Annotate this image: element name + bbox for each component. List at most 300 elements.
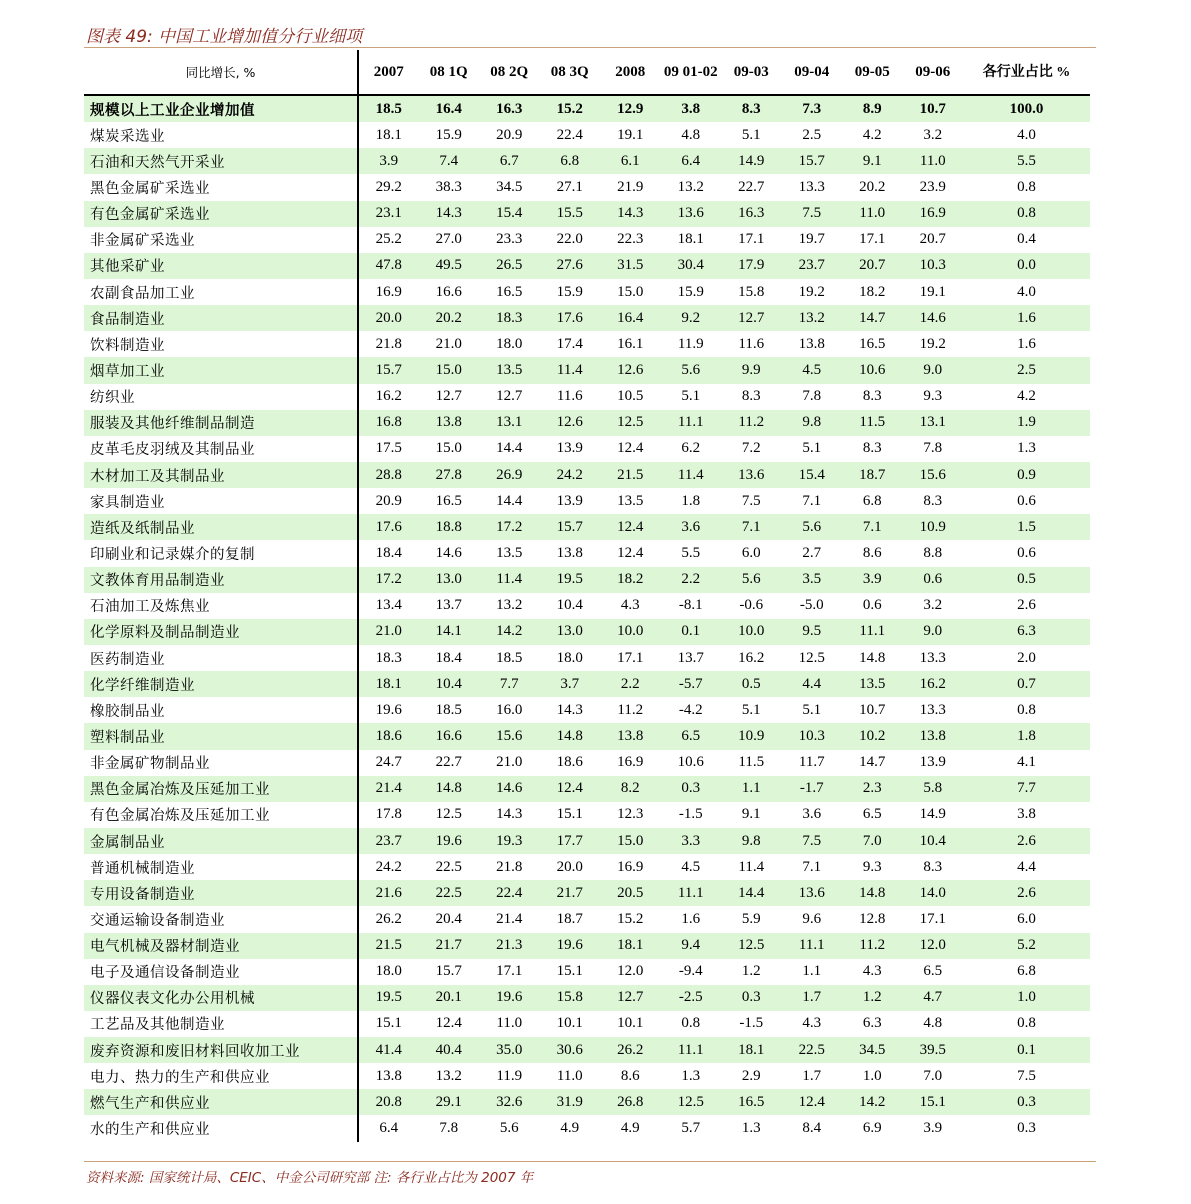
table-row: [84, 697, 1090, 723]
value-cell: 14.6: [435, 544, 462, 561]
value-cell: 5.6: [661, 357, 722, 383]
table-row: [84, 985, 1090, 1011]
table-row: [84, 462, 1090, 488]
column-header: 09-06: [903, 50, 964, 95]
value-cell: 15.6: [479, 723, 540, 749]
value-cell: 10.7: [859, 701, 886, 718]
industry-name-cell: 非金属矿物制品业: [84, 750, 358, 776]
value-cell: 9.4: [661, 933, 722, 959]
value-cell: 6.3: [963, 619, 1090, 645]
value-cell: 4.2: [862, 126, 882, 143]
column-header: 09-04: [782, 50, 843, 95]
value-cell: 7.0: [923, 1067, 943, 1084]
value-cell: 12.7: [435, 388, 462, 405]
value-cell: 16.5: [859, 335, 886, 352]
value-cell: 2.3: [842, 776, 903, 802]
value-cell: -4.2: [678, 701, 703, 718]
table-row: [84, 174, 1090, 200]
value-cell: 11.1: [842, 619, 903, 645]
value-cell: 29.2: [375, 178, 402, 195]
value-cell: 11.1: [661, 880, 722, 906]
value-cell: 15.6: [903, 462, 964, 488]
value-cell: 17.1: [919, 910, 946, 927]
value-cell: 23.9: [919, 178, 946, 195]
value-cell: 5.2: [963, 933, 1090, 959]
value-cell: 21.7: [419, 933, 480, 959]
value-cell: 9.5: [782, 619, 843, 645]
column-header: 09-05: [842, 50, 903, 95]
value-cell: 12.5: [600, 410, 661, 436]
value-cell: 21.9: [617, 178, 644, 195]
value-cell: 16.2: [738, 649, 765, 666]
industry-name-cell: 烟草加工业: [84, 357, 358, 383]
industry-name-cell: 橡胶制品业: [84, 697, 358, 723]
value-cell: 13.7: [435, 597, 462, 614]
column-header: 09 01-02: [661, 50, 722, 95]
value-cell: 16.9: [375, 283, 402, 300]
table-row: [84, 854, 1090, 880]
source-note: 资料来源: 国家统计局、CEIC、中金公司研究部 注: 各行业占比为 2007 年: [86, 1170, 534, 1186]
value-cell: 13.5: [617, 492, 644, 509]
value-cell: 15.9: [435, 126, 462, 143]
value-cell: 1.7: [782, 985, 843, 1011]
value-cell: 12.8: [859, 910, 886, 927]
value-cell: 11.0: [903, 148, 964, 174]
value-cell: 8.2: [600, 776, 661, 802]
value-cell: 8.3: [721, 95, 782, 122]
value-cell: 13.8: [419, 410, 480, 436]
value-cell: 2.6: [1017, 597, 1036, 614]
value-cell: 11.0: [496, 1015, 523, 1032]
value-cell: 16.4: [419, 95, 480, 122]
value-cell: 18.0: [556, 649, 583, 666]
table-row: [84, 305, 1090, 331]
industry-name-cell: 仪器仪表文化办公用机械: [84, 985, 358, 1011]
value-cell: 20.9: [496, 126, 523, 143]
value-cell: 6.8: [862, 492, 882, 509]
value-cell: 13.1: [479, 410, 540, 436]
value-cell: 11.6: [556, 388, 583, 405]
value-cell: 17.1: [617, 649, 644, 666]
industry-name-cell: 食品制造业: [84, 305, 358, 331]
value-cell: 1.0: [963, 985, 1090, 1011]
industry-name-cell: 电气机械及器材制造业: [84, 933, 358, 959]
value-cell: -1.5: [739, 1015, 764, 1032]
value-cell: 10.0: [721, 619, 782, 645]
value-cell: 2.5: [963, 357, 1090, 383]
value-cell: 18.0: [375, 963, 402, 980]
value-cell: 31.5: [600, 253, 661, 279]
value-cell: 1.5: [963, 514, 1090, 540]
value-cell: 10.4: [556, 597, 583, 614]
value-cell: 9.8: [782, 410, 843, 436]
value-cell: 26.2: [375, 910, 402, 927]
table-row: [84, 933, 1090, 959]
value-cell: 8.3: [923, 858, 943, 875]
table-row: [84, 645, 1090, 671]
value-cell: -1.5: [678, 806, 703, 823]
value-cell: 4.4: [1017, 858, 1036, 875]
table-row: [84, 540, 1090, 566]
value-cell: 7.8: [439, 1120, 459, 1137]
value-cell: 17.1: [496, 963, 523, 980]
value-cell: 12.7: [496, 388, 523, 405]
value-cell: 22.5: [419, 880, 480, 906]
value-cell: 12.4: [600, 514, 661, 540]
value-cell: 16.2: [375, 388, 402, 405]
value-cell: 4.9: [620, 1120, 640, 1137]
value-cell: 19.7: [798, 231, 825, 248]
value-cell: 4.3: [802, 1015, 822, 1032]
value-cell: 6.4: [379, 1120, 399, 1137]
value-cell: 5.9: [741, 910, 761, 927]
value-cell: 11.5: [738, 754, 765, 771]
value-cell: 6.5: [923, 963, 943, 980]
value-cell: 34.5: [842, 1037, 903, 1063]
value-cell: 12.5: [435, 806, 462, 823]
value-cell: 13.1: [903, 410, 964, 436]
value-cell: 12.4: [435, 1015, 462, 1032]
value-cell: 10.3: [903, 253, 964, 279]
value-cell: 17.1: [738, 231, 765, 248]
industry-name-cell: 其他采矿业: [84, 253, 358, 279]
value-cell: 12.4: [782, 1089, 843, 1115]
value-cell: 16.0: [496, 701, 523, 718]
value-cell: 15.4: [782, 462, 843, 488]
value-cell: 1.6: [681, 910, 701, 927]
value-cell: 6.0: [741, 544, 761, 561]
value-cell: 34.5: [496, 178, 523, 195]
value-cell: 18.1: [721, 1037, 782, 1063]
column-header: 09-03: [721, 50, 782, 95]
column-header: 08 2Q: [479, 50, 540, 95]
value-cell: 13.2: [435, 1067, 462, 1084]
table-row: [84, 959, 1090, 985]
value-cell: 12.5: [721, 933, 782, 959]
value-cell: 18.1: [358, 671, 419, 697]
value-cell: -8.1: [678, 597, 703, 614]
value-cell: 0.8: [1017, 178, 1036, 195]
value-cell: 0.5: [963, 567, 1090, 593]
value-cell: 30.4: [661, 253, 722, 279]
value-cell: 15.2: [540, 95, 601, 122]
column-header: 08 1Q: [419, 50, 480, 95]
value-cell: 18.3: [479, 305, 540, 331]
table-row: [84, 880, 1090, 906]
table-row: [84, 1037, 1090, 1063]
industry-name-cell: 煤炭采选业: [84, 122, 358, 148]
value-cell: 9.1: [842, 148, 903, 174]
value-cell: 20.7: [842, 253, 903, 279]
value-cell: 13.8: [600, 723, 661, 749]
value-cell: 14.8: [540, 723, 601, 749]
value-cell: 4.3: [862, 963, 882, 980]
value-cell: 0.8: [1017, 1015, 1036, 1032]
value-cell: 10.6: [677, 754, 704, 771]
value-cell: 18.5: [496, 649, 523, 666]
value-cell: 19.3: [479, 828, 540, 854]
value-cell: 26.8: [600, 1089, 661, 1115]
value-cell: 13.3: [919, 649, 946, 666]
industry-name-cell: 造纸及纸制品业: [84, 514, 358, 540]
value-cell: 3.2: [923, 597, 943, 614]
value-cell: 0.1: [963, 1037, 1090, 1063]
table-row: [84, 567, 1090, 593]
table-row: [84, 619, 1090, 645]
table-row: [84, 148, 1090, 174]
value-cell: 19.6: [479, 985, 540, 1011]
value-cell: 5.6: [721, 567, 782, 593]
value-cell: 26.2: [600, 1037, 661, 1063]
value-cell: 3.6: [802, 806, 822, 823]
value-cell: 12.5: [661, 1089, 722, 1115]
value-cell: 4.5: [681, 858, 701, 875]
table-row: [84, 776, 1090, 802]
value-cell: 22.7: [435, 754, 462, 771]
value-cell: 15.1: [375, 1015, 402, 1032]
value-cell: 1.9: [963, 410, 1090, 436]
value-cell: 5.6: [782, 514, 843, 540]
industry-name-cell: 废弃资源和废旧材料回收加工业: [84, 1037, 358, 1063]
value-cell: 15.1: [903, 1089, 964, 1115]
value-cell: 6.9: [862, 1120, 882, 1137]
table-row: [84, 436, 1090, 462]
value-cell: 5.1: [741, 126, 761, 143]
value-cell: 4.3: [620, 597, 640, 614]
value-cell: 21.7: [540, 880, 601, 906]
value-cell: 10.6: [842, 357, 903, 383]
value-cell: 1.6: [963, 305, 1090, 331]
value-cell: 18.6: [358, 723, 419, 749]
value-cell: 0.1: [661, 619, 722, 645]
value-cell: 0.6: [903, 567, 964, 593]
value-cell: 7.1: [802, 492, 822, 509]
value-cell: 21.4: [496, 910, 523, 927]
value-cell: 20.2: [419, 305, 480, 331]
value-cell: 17.9: [721, 253, 782, 279]
value-cell: 23.7: [358, 828, 419, 854]
value-cell: 27.8: [419, 462, 480, 488]
value-cell: 0.8: [1017, 701, 1036, 718]
value-cell: 2.0: [1017, 649, 1036, 666]
value-cell: 6.2: [681, 440, 701, 457]
value-cell: 16.5: [496, 283, 523, 300]
value-cell: 35.0: [479, 1037, 540, 1063]
value-cell: 17.7: [540, 828, 601, 854]
table-row: [84, 357, 1090, 383]
table-row: [84, 279, 1090, 305]
industry-name-cell: 电子及通信设备制造业: [84, 959, 358, 985]
value-cell: 6.4: [661, 148, 722, 174]
value-cell: 17.6: [358, 514, 419, 540]
table-row: [84, 122, 1090, 148]
value-cell: 16.4: [600, 305, 661, 331]
value-cell: 10.5: [617, 388, 644, 405]
industry-name-cell: 规模以上工业企业增加值: [84, 95, 358, 122]
value-cell: 4.0: [1017, 126, 1036, 143]
value-cell: 2.7: [802, 544, 822, 561]
value-cell: 1.6: [1017, 335, 1036, 352]
value-cell: 3.9: [842, 567, 903, 593]
value-cell: 14.3: [496, 806, 523, 823]
value-cell: 9.0: [903, 357, 964, 383]
industry-name-cell: 印刷业和记录媒介的复制: [84, 540, 358, 566]
value-cell: 13.6: [782, 880, 843, 906]
value-cell: 17.1: [859, 231, 886, 248]
value-cell: 4.5: [782, 357, 843, 383]
value-cell: 7.7: [479, 671, 540, 697]
value-cell: 14.6: [479, 776, 540, 802]
table-row: [84, 1063, 1090, 1089]
value-cell: 0.3: [661, 776, 722, 802]
value-cell: 1.2: [741, 963, 761, 980]
value-cell: 7.1: [802, 858, 822, 875]
value-cell: 13.9: [919, 754, 946, 771]
value-cell: 14.2: [479, 619, 540, 645]
value-cell: 15.9: [677, 283, 704, 300]
value-cell: 27.6: [540, 253, 601, 279]
industry-name-cell: 非金属矿采选业: [84, 227, 358, 253]
value-cell: 21.4: [358, 776, 419, 802]
value-cell: 8.4: [802, 1120, 822, 1137]
value-cell: 22.5: [782, 1037, 843, 1063]
table-row: [84, 514, 1090, 540]
table-row: [84, 671, 1090, 697]
value-cell: 3.7: [540, 671, 601, 697]
value-cell: 20.2: [859, 178, 886, 195]
industry-name-cell: 农副食品加工业: [84, 279, 358, 305]
value-cell: 11.7: [798, 754, 825, 771]
value-cell: 12.6: [540, 410, 601, 436]
value-cell: 11.0: [842, 201, 903, 227]
industry-name-cell: 化学纤维制造业: [84, 671, 358, 697]
industry-name-cell: 电力、热力的生产和供应业: [84, 1063, 358, 1089]
value-cell: 29.1: [419, 1089, 480, 1115]
value-cell: 3.8: [661, 95, 722, 122]
value-cell: 19.6: [540, 933, 601, 959]
value-cell: 13.2: [782, 305, 843, 331]
value-cell: 6.1: [600, 148, 661, 174]
value-cell: 20.7: [919, 231, 946, 248]
value-cell: 0.5: [721, 671, 782, 697]
industry-name-cell: 工艺品及其他制造业: [84, 1011, 358, 1037]
value-cell: 8.6: [620, 1067, 640, 1084]
value-cell: 10.9: [903, 514, 964, 540]
value-cell: 18.1: [600, 933, 661, 959]
value-cell: 1.2: [842, 985, 903, 1011]
value-cell: 5.1: [741, 701, 761, 718]
value-cell: 0.8: [681, 1015, 701, 1032]
value-cell: 21.8: [496, 858, 523, 875]
value-cell: 2.2: [600, 671, 661, 697]
industry-name-cell: 塑料制品业: [84, 723, 358, 749]
value-cell: 15.4: [479, 201, 540, 227]
value-cell: 0.7: [963, 671, 1090, 697]
value-cell: 12.0: [617, 963, 644, 980]
value-cell: 15.7: [540, 514, 601, 540]
value-cell: 7.1: [721, 514, 782, 540]
value-cell: 7.1: [842, 514, 903, 540]
table-header-row: [84, 50, 1090, 95]
value-cell: 16.1: [617, 335, 644, 352]
value-cell: 14.3: [600, 201, 661, 227]
value-cell: 12.0: [903, 933, 964, 959]
value-cell: 4.4: [782, 671, 843, 697]
value-cell: 21.0: [358, 619, 419, 645]
value-cell: 21.0: [496, 754, 523, 771]
industry-name-cell: 有色金属冶炼及压延加工业: [84, 802, 358, 828]
value-cell: -0.6: [739, 597, 764, 614]
value-cell: 11.6: [738, 335, 765, 352]
value-cell: 13.5: [496, 544, 523, 561]
value-cell: 16.5: [435, 492, 462, 509]
value-cell: 15.0: [435, 440, 462, 457]
value-cell: 0.0: [963, 253, 1090, 279]
value-cell: 9.8: [721, 828, 782, 854]
value-cell: 14.1: [419, 619, 480, 645]
value-cell: 14.6: [903, 305, 964, 331]
value-cell: 21.5: [600, 462, 661, 488]
table-row: [84, 227, 1090, 253]
value-cell: 14.4: [721, 880, 782, 906]
value-cell: 7.5: [1017, 1067, 1036, 1084]
value-cell: 30.6: [540, 1037, 601, 1063]
value-cell: 13.6: [661, 201, 722, 227]
value-cell: 23.3: [496, 231, 523, 248]
value-cell: 100.0: [963, 95, 1090, 122]
value-cell: 19.1: [919, 283, 946, 300]
industry-name-cell: 家具制造业: [84, 488, 358, 514]
value-cell: 7.8: [802, 388, 822, 405]
value-cell: 19.1: [617, 126, 644, 143]
value-cell: 10.1: [617, 1015, 644, 1032]
value-cell: 17.6: [540, 305, 601, 331]
value-cell: 11.4: [738, 858, 765, 875]
value-cell: 6.8: [540, 148, 601, 174]
value-cell: 18.0: [496, 335, 523, 352]
value-cell: 26.5: [479, 253, 540, 279]
column-header: 2007: [358, 50, 419, 95]
value-cell: 19.2: [798, 283, 825, 300]
value-cell: 7.0: [842, 828, 903, 854]
value-cell: 23.7: [782, 253, 843, 279]
value-cell: 20.0: [358, 305, 419, 331]
value-cell: 18.5: [435, 701, 462, 718]
industry-name-cell: 水的生产和供应业: [84, 1115, 358, 1141]
value-cell: 23.1: [358, 201, 419, 227]
value-cell: 20.0: [556, 858, 583, 875]
value-cell: -9.4: [678, 963, 703, 980]
value-cell: 10.0: [600, 619, 661, 645]
value-cell: 5.8: [903, 776, 964, 802]
value-cell: 15.8: [540, 985, 601, 1011]
value-cell: 14.4: [496, 440, 523, 457]
value-cell: 16.3: [479, 95, 540, 122]
value-cell: 1.7: [802, 1067, 822, 1084]
value-cell: 12.5: [798, 649, 825, 666]
value-cell: 4.9: [560, 1120, 580, 1137]
value-cell: 12.9: [600, 95, 661, 122]
value-cell: 12.7: [721, 305, 782, 331]
value-cell: 22.7: [738, 178, 765, 195]
table-row: [84, 593, 1090, 619]
industry-name-cell: 化学原料及制品制造业: [84, 619, 358, 645]
value-cell: 11.1: [782, 933, 843, 959]
industry-name-cell: 石油加工及炼焦业: [84, 593, 358, 619]
table-row: [84, 331, 1090, 357]
value-cell: 21.6: [358, 880, 419, 906]
value-cell: 20.1: [419, 985, 480, 1011]
